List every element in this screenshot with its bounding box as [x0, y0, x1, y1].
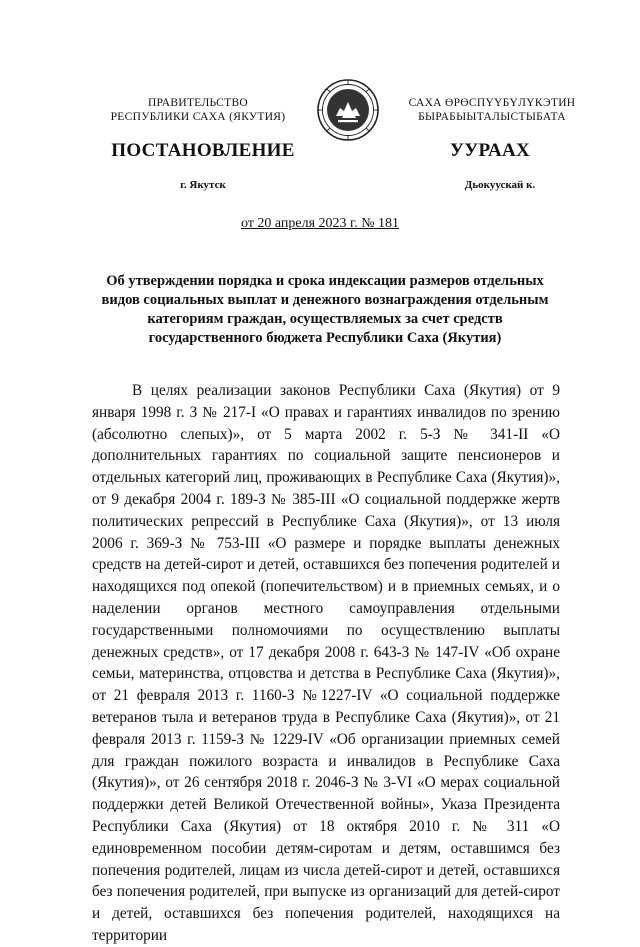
- issuer-russian-line1: ПРАВИТЕЛЬСТВО: [147, 97, 249, 109]
- issuer-yakut: [392, 96, 592, 124]
- date-and-number: [0, 216, 640, 232]
- date-number-text: от 20 апреля 2023 г. № 181: [240, 216, 400, 231]
- issuer-russian: [98, 96, 298, 124]
- city-russian: г. Якутск: [180, 179, 226, 191]
- doc-type-russian: ПОСТАНОВЛЕНИЕ: [111, 140, 295, 161]
- city-yakut: Дьокуускай к.: [464, 179, 536, 191]
- issuer-russian-line2: РЕСПУБЛИКИ САХА (ЯКУТИЯ): [110, 111, 286, 123]
- issuer-yakut-line1: САХА ӨРӨСПҮҮБҮЛҮКЭТИН: [408, 97, 576, 109]
- document-title: Об утверждении порядка и срока индексации размеров отдельных видов социальных выплат и денежного вознаграждения отдельным категориям граждан, осуществляемых за счет средств государственного бюджета Республики Саха (Якутия): [101, 273, 549, 346]
- doc-type-yakut: УУРААХ: [449, 140, 531, 161]
- issuer-yakut-line2: БЫРАБЫЫТАЛЫСТЫБАТА: [418, 111, 566, 123]
- coat-of-arms-emblem: [316, 78, 380, 142]
- body-paragraph: В целях реализации законов Республики Саха (Якутия) от 9 января 1998 г. З № 217-I «О правах и гарантиях инвалидов по зрению (абсолютно слепых)», от 5 марта 2002 г. 5-З № 341-II «О дополнительных гарантиях по социальной защите пенсионеров и отдельных категорий лиц, проживающих в Республике Саха (Якутия)», от 9 декабря 2004 г. 189-З № 385-III «О социальной поддержке жертв политических репрессий в Республике Саха (Якутия)», от 13 июля 2006 г. 369-З № 753-III «О размере и порядке выплаты денежных средств на детей-сирот и детей, оставшихся без попечения родителей и находящихся под опекой (попечительством) и в приемных семьях, и о наделении органов местного самоуправления отдельными государственными полномочиями по осуществлению выплаты денежных средств», от 17 декабря 2008 г. 643-З № 147-IV «Об охране семьи, материнства, отцовства и детства в Республике Саха (Якутия)», от 21 февраля 2013 г. 1160-З №1227-IV «О социальной поддержке ветеранов тыла и ветеранов труда в Республике Саха (Якутия)», от 21 февраля 2013 г. 1159-З № 1229-IV «Об организации приемных семей для граждан пожилого возраста и инвалидов в Республике Саха (Якутия)», от 26 сентября 2018 г. 2046-З № 3-VI «О мерах социальной поддержки детей Великой Отечественной войны», Указа Президента Республики Саха (Якутия) от 18 октября 2010 г. № 311 «О единовременном пособии детям-сиротам и детям, оставшимся без попечения родителей, лицам из числа детей-сирот и детей, оставшихся без попечения родителей, при выпуске из организаций для детей-сирот и детей, оставшихся без попечения родителей, находящихся на территории: [92, 382, 560, 944]
